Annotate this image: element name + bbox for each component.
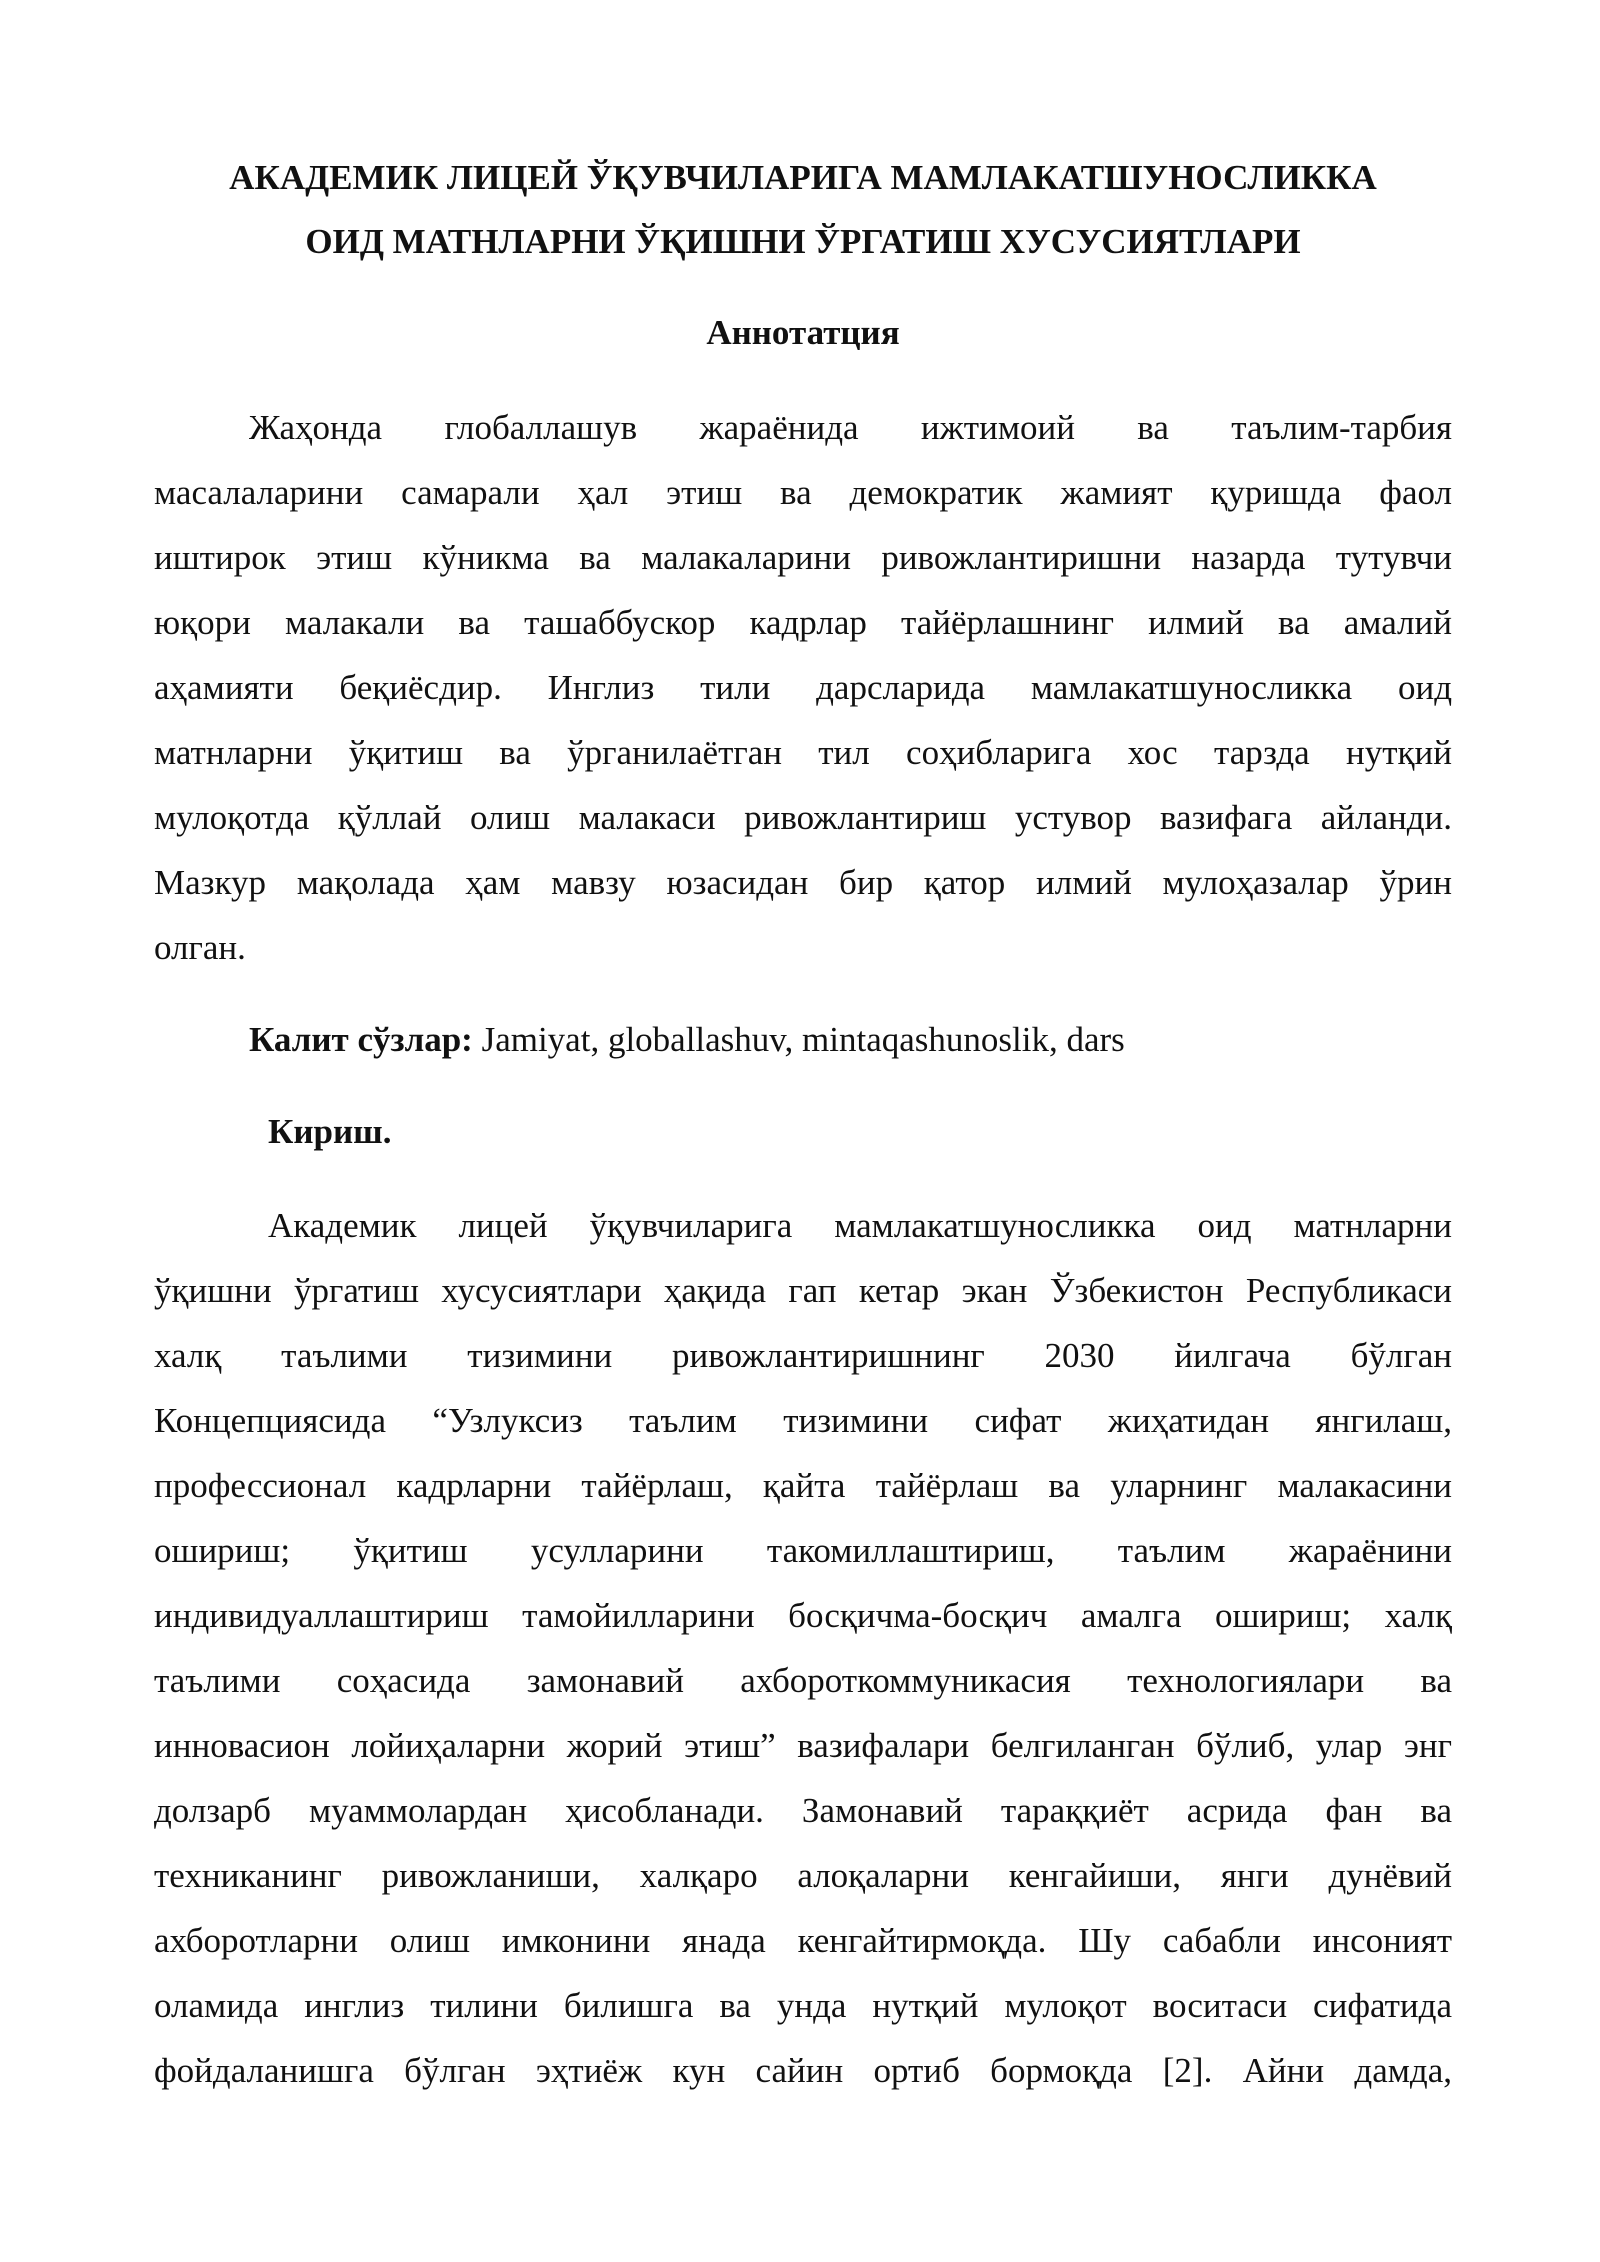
- abstract-line: олган.: [154, 928, 246, 967]
- abstract-line: иштирок этиш кўникма ва малакаларини ривожлантиришни назарда тутувчи: [154, 538, 1452, 577]
- intro-paragraph: [154, 1193, 1452, 2103]
- abstract-line: аҳамияти беқиёсдир. Инглиз тили дарсларида мамлакатшуносликка оид: [154, 668, 1452, 707]
- intro-line: халқ таълими тизимини ривожлантиришнинг 2030 йилгача бўлган: [154, 1336, 1452, 1375]
- intro-line: техниканинг ривожланиши, халқаро алоқаларни кенгайиши, янги дунёвий: [154, 1856, 1452, 1895]
- intro-heading: Кириш.: [268, 1112, 392, 1151]
- abstract-line: Мазкур мақолада ҳам мавзу юзасидан бир қатор илмий мулоҳазалар ўрин: [154, 863, 1452, 902]
- intro-line: долзарб муаммолардан ҳисобланади. Замонавий тараққиёт асрида фан ва: [154, 1791, 1452, 1830]
- document-title: [154, 146, 1452, 274]
- intro-line: инновасион лойиҳаларни жорий этиш” вазифалари белгиланган бўлиб, улар энг: [154, 1726, 1452, 1765]
- title-line-1: АКАДЕМИК ЛИЦЕЙ ЎҚУВЧИЛАРИГА МАМЛАКАТШУНОСЛИККА: [229, 158, 1377, 197]
- intro-line: профессионал кадрларни тайёрлаш, қайта тайёрлаш ва уларнинг малакасини: [154, 1466, 1452, 1505]
- title-line-2: ОИД МАТНЛАРНИ ЎҚИШНИ ЎРГАТИШ ХУСУСИЯТЛАРИ: [305, 222, 1301, 261]
- abstract-line: мулоқотда қўллай олиш малакаси ривожлантириш устувор вазифага айланди.: [154, 798, 1452, 837]
- intro-line: ахборотларни олиш имконини янада кенгайтирмоқда. Шу сабабли инсоният: [154, 1921, 1452, 1960]
- intro-line: ўқишни ўргатиш хусусиятлари ҳақида гап кетар экан Ўзбекистон Республикаси: [154, 1271, 1452, 1310]
- intro-line: Концепциясида “Узлуксиз таълим тизимини сифат жиҳатидан янгилаш,: [154, 1401, 1452, 1440]
- intro-line: ошириш; ўқитиш усулларини такомиллаштириш, таълим жараёнини: [154, 1531, 1452, 1570]
- keywords-value: Jamiyat, globallashuv, mintaqashunoslik, dars: [472, 1020, 1125, 1059]
- abstract-line: Жаҳонда глобаллашув жараёнида ижтимоий ва таълим-тарбия: [249, 408, 1452, 447]
- intro-line: фойдаланишга бўлган эҳтиёж кун сайин ортиб бормоқда [2]. Айни дамда,: [154, 2051, 1452, 2090]
- intro-line: индивидуаллаштириш тамойилларини босқичма-босқич амалга ошириш; халқ: [154, 1596, 1452, 1635]
- abstract-line: юқори малакали ва ташаббускор кадрлар тайёрлашнинг илмий ва амалий: [154, 603, 1452, 642]
- keywords: [249, 1010, 1125, 1070]
- abstract-paragraph: [154, 395, 1452, 980]
- abstract-line: матнларни ўқитиш ва ўрганилаётган тил соҳибларига хос тарзда нутқий: [154, 733, 1452, 772]
- abstract-heading: Аннотатция: [706, 313, 900, 352]
- keywords-label: Калит сўзлар:: [249, 1020, 473, 1059]
- abstract-line: масалаларини самарали ҳал этиш ва демократик жамият қуришда фаол: [154, 473, 1452, 512]
- intro-line: оламида инглиз тилини билишга ва унда нутқий мулоқот воситаси сифатида: [154, 1986, 1452, 2025]
- intro-line: таълими соҳасида замонавий ахбороткоммуникасия технологиялари ва: [154, 1661, 1452, 1700]
- intro-line: Академик лицей ўқувчиларига мамлакатшуносликка оид матнларни: [268, 1206, 1452, 1245]
